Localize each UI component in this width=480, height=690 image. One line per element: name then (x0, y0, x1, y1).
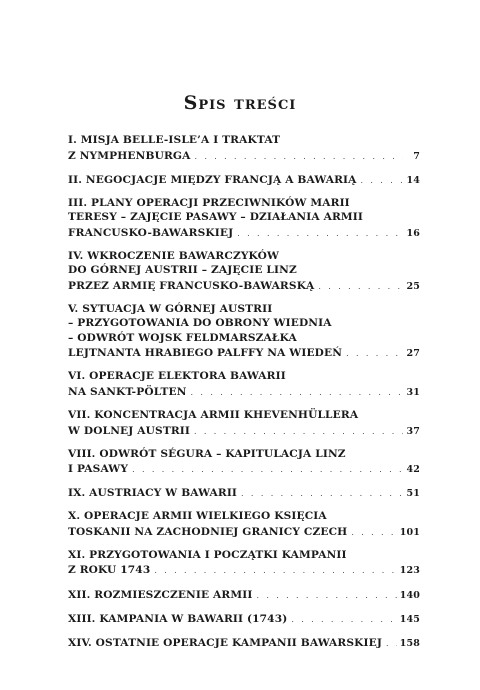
toc-entry (68, 509, 420, 540)
toc-entry-title-line: IX. AUSTRIACY W BAWARII (68, 487, 238, 500)
toc-entry-title-line: W DOLNEJ AUSTRII (68, 424, 191, 437)
toc-entry-last-line (68, 148, 420, 165)
dot-leader (256, 587, 396, 604)
table-of-contents (68, 133, 420, 659)
toc-entry-title-line: FRANCUSKO-BAWARSKIEJ (68, 226, 234, 239)
toc-entry-title-line: IV. WKROCZENIE BAWARCZYKÓW (68, 249, 280, 262)
toc-entry-title-line: II. NEGOCJACJE MIĘDZY FRANCJĄ A BAWARIĄ (68, 173, 357, 186)
toc-entry-last-line (68, 524, 420, 541)
dot-leader (195, 148, 404, 165)
toc-entry-title-line: III. PLANY OPERACJI PRZECIWNIKÓW MARII (68, 196, 350, 209)
toc-entry-title-line: VIII. ODWRÓT SÉGURA – KAPITULACJA LINZ (68, 447, 346, 460)
toc-page-number: 37 (406, 425, 420, 437)
toc-page-number: 27 (406, 348, 420, 360)
dot-leader (291, 611, 396, 628)
toc-entry-last-line (68, 635, 420, 652)
toc-entry-last-line (68, 345, 420, 362)
dot-leader (132, 461, 403, 478)
toc-entry-last-line (68, 587, 420, 604)
page-title: Spis treści (183, 92, 297, 114)
toc-page-number: 42 (406, 464, 420, 476)
toc-entry (68, 133, 420, 164)
toc-entry-title-line: – PRZYGOTOWANIA DO OBRONY WIEDNIA (68, 317, 332, 330)
toc-entry (68, 408, 420, 439)
toc-page-number: 31 (406, 386, 420, 398)
toc-page-number: 140 (399, 589, 420, 601)
toc-entry (68, 635, 420, 652)
toc-page-number: 16 (406, 227, 420, 239)
toc-entry-title-line: XI. PRZYGOTOWANIA I POCZĄTKI KAMPANII (68, 548, 347, 561)
toc-entry-title-line: I PASAWY (68, 463, 129, 476)
dot-leader (241, 485, 403, 502)
toc-entry-last-line (68, 172, 420, 189)
toc-entry (68, 485, 420, 502)
toc-entry-title-line: TOSKANII NA ZACHODNIEJ GRANICY CZECH (68, 525, 348, 538)
dot-leader (191, 384, 403, 401)
toc-entry-title-line: VII. KONCENTRACJA ARMII KHEVENHÜLLERA (68, 409, 359, 422)
toc-entry (68, 548, 420, 579)
toc-entry (68, 447, 420, 478)
toc-entry-title-line: LEJTNANTA HRABIEGO PALFFY NA WIEDEŃ (68, 347, 343, 360)
toc-entry (68, 249, 420, 295)
toc-entry-title-line: XIII. KAMPANIA W BAWARII (1743) (68, 612, 288, 625)
toc-entry-title-line: Z ROKU 1743 (68, 564, 151, 577)
toc-entry (68, 587, 420, 604)
dot-leader (351, 524, 396, 541)
toc-entry (68, 302, 420, 362)
dot-leader (237, 225, 403, 242)
toc-entry-last-line (68, 461, 420, 478)
toc-entry-title-line: V. SYTUACJA W GÓRNEJ AUSTRII (68, 302, 273, 315)
toc-entry-last-line (68, 384, 420, 401)
toc-page-number: 101 (399, 526, 420, 538)
toc-entry-title-line: Z NYMPHENBURGA (68, 149, 191, 162)
toc-entry-title-line: TERESY – ZAJĘCIE PASAWY – DZIAŁANIA ARMII (68, 211, 363, 224)
toc-page-number: 51 (406, 488, 420, 500)
dot-leader (194, 423, 403, 440)
toc-page-number: 123 (399, 565, 420, 577)
toc-page-number: 14 (406, 174, 420, 186)
toc-entry (68, 369, 420, 400)
toc-entry-title-line: X. OPERACJE ARMII WIELKIEGO KSIĘCIA (68, 510, 327, 523)
toc-entry-last-line (68, 562, 420, 579)
toc-entry-last-line (68, 485, 420, 502)
toc-entry (68, 196, 420, 242)
toc-entry-last-line (68, 611, 420, 628)
toc-entry-title-line: VI. OPERACJE ELEKTORA BAWARII (68, 370, 286, 383)
dot-leader (346, 345, 403, 362)
toc-entry-title-line: – ODWRÓT WOJSK FELDMARSZAŁKA (68, 331, 297, 344)
toc-entry-title-line: PRZEZ ARMIĘ FRANCUSKO-BAWARSKĄ (68, 279, 315, 292)
toc-entry (68, 611, 420, 628)
toc-entry-last-line (68, 225, 420, 242)
toc-page-number: 158 (399, 637, 420, 649)
toc-entry-last-line (68, 278, 420, 295)
toc-entry-last-line (68, 423, 420, 440)
toc-entry-title-line: I. MISJA BELLE-ISLE’A I TRAKTAT (68, 134, 281, 146)
toc-entry (68, 172, 420, 189)
dot-leader (386, 635, 397, 652)
dot-leader (361, 172, 403, 189)
toc-entry-title-line: NA SANKT-PÖLTEN (68, 385, 187, 398)
toc-entry-title-line: DO GÓRNEJ AUSTRII – ZAJĘCIE LINZ (68, 264, 297, 277)
toc-page-number: 25 (406, 280, 420, 292)
toc-page-number: 145 (399, 613, 420, 625)
dot-leader (318, 278, 403, 295)
toc-entry-title-line: XIV. OSTATNIE OPERACJE KAMPANII BAWARSKIEJ (68, 636, 383, 649)
toc-page-number: 7 (413, 150, 420, 162)
dot-leader (154, 562, 396, 579)
toc-entry-title-line: XII. ROZMIESZCZENIE ARMII (68, 588, 253, 601)
